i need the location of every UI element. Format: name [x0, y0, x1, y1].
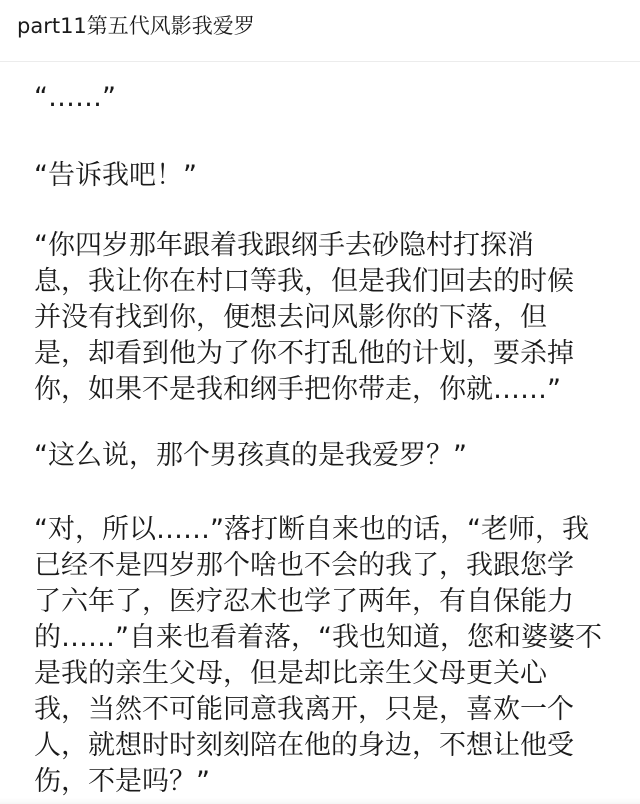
- paragraph-line: 已经不是四岁那个啥也不会的我了，我跟您学: [34, 550, 574, 581]
- paragraph-line: “你四岁那年跟着我跟纲手去砂隐村打探消: [34, 230, 534, 261]
- paragraph-line: 人，就想时时刻刻陪在他的身边，不想让他受: [34, 730, 574, 761]
- paragraph-line: 你，如果不是我和纲手把你带走，你就……”: [34, 374, 561, 405]
- paragraph-line: 息，我让你在村口等我，但是我们回去的时候: [34, 266, 574, 297]
- paragraph-line: “告诉我吧！”: [34, 160, 197, 191]
- paragraph-line: 并没有找到你，便想去问风影你的下落，但: [34, 302, 547, 333]
- article-header: [0, 0, 640, 62]
- paragraph-line: 伤，不是吗？”: [34, 766, 210, 797]
- article-body: [0, 62, 640, 804]
- paragraph-5: [34, 512, 614, 800]
- paragraph-line: “这么说，那个男孩真的是我爱罗？”: [34, 440, 467, 471]
- paragraph-4: [34, 438, 614, 474]
- paragraph-1: [34, 80, 614, 116]
- bottom-divider: [0, 798, 640, 804]
- paragraph-line: 是，却看到他为了你不打乱他的计划，要杀掉: [34, 338, 574, 369]
- paragraph-line: 的……”自来也看着落，“我也知道，您和婆婆不: [34, 622, 602, 653]
- paragraph-3: [34, 228, 614, 408]
- paragraph-line: 是我的亲生父母，但是却比亲生父母更关心: [34, 658, 547, 689]
- paragraph-line: 我，当然不可能同意我离开，只是，喜欢一个: [34, 694, 574, 725]
- article-title: part11第五代风影我爱罗: [17, 14, 255, 38]
- paragraph-line: “……”: [34, 82, 116, 113]
- paragraph-2: [34, 158, 614, 194]
- paragraph-line: “对，所以……”落打断自来也的话，“老师，我: [34, 514, 589, 545]
- paragraph-line: 了六年了，医疗忍术也学了两年，有自保能力: [34, 586, 574, 617]
